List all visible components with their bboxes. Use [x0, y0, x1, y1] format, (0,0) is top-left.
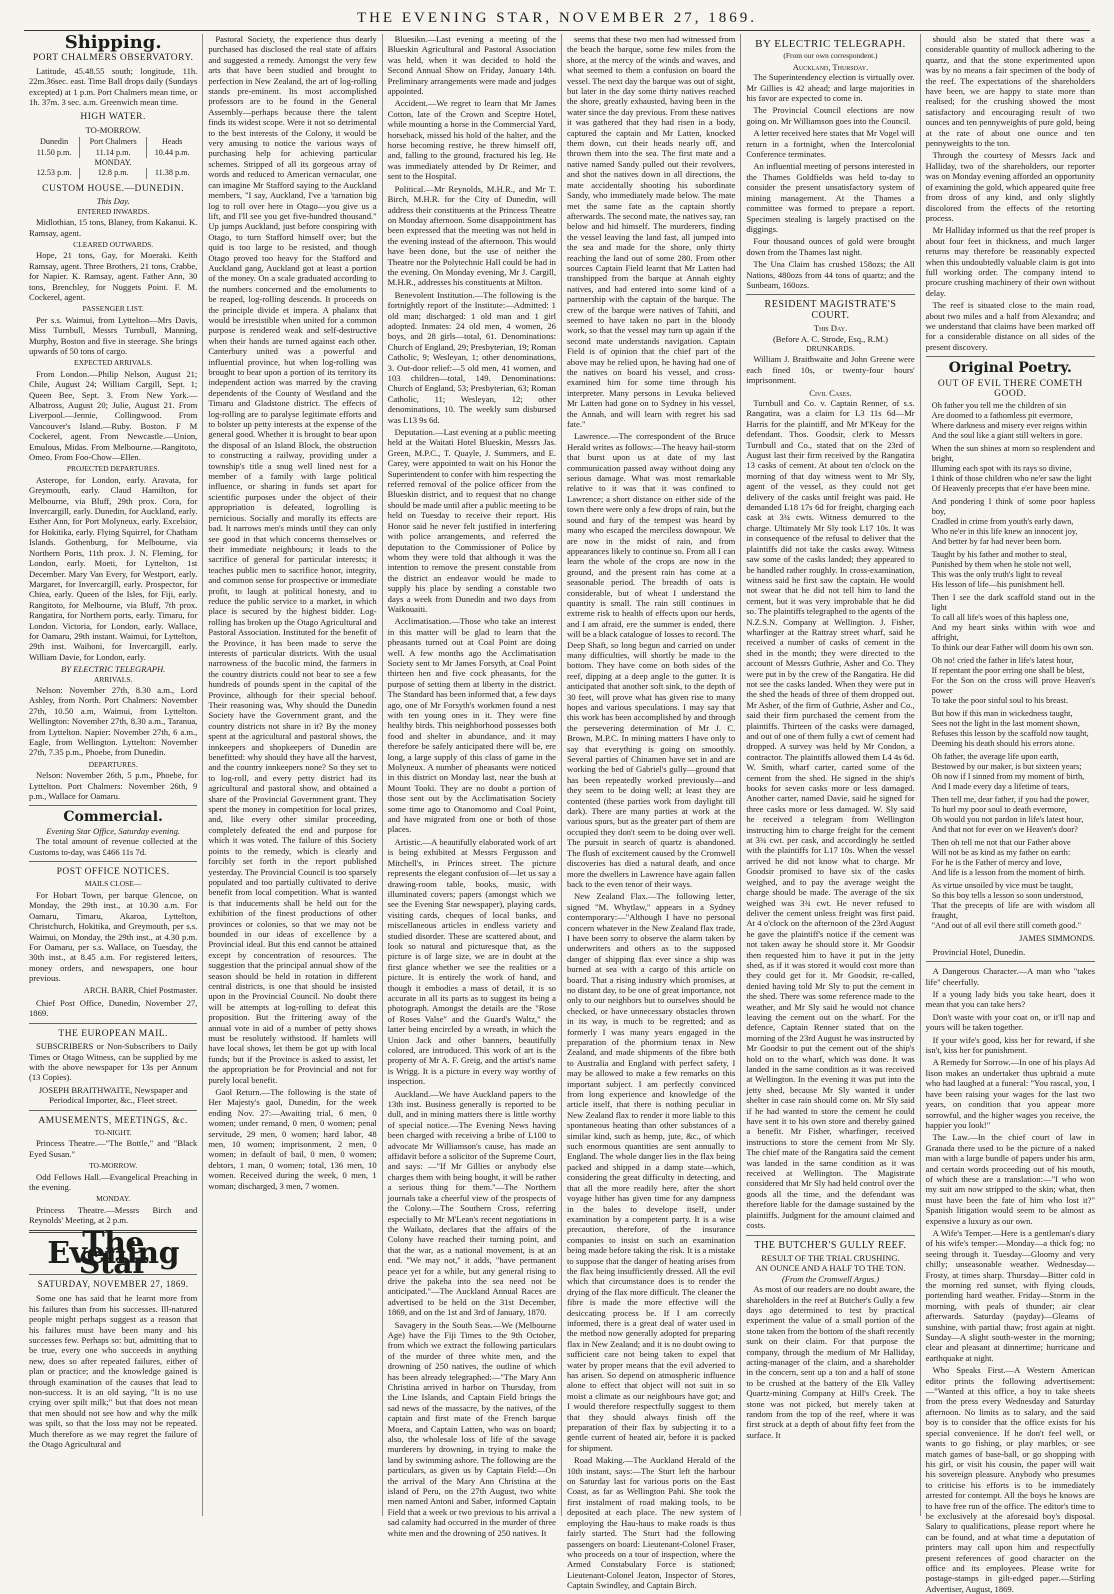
telegraph-dateline: Auckland, Thursday. [792, 61, 869, 72]
tide-cell: 12.8 p.m. [80, 168, 147, 178]
column-local-news [383, 34, 562, 1538]
news-item: Bluesikn.—Last evening a meeting of the Blueskin Agricultural and Pastoral Association was held, when it was decided to hold the Second Annual Show on Friday, January 14th. Preliminary arrangements were made and judges appointed. [387, 34, 556, 97]
divider [29, 1110, 197, 1111]
poem-line: Will not be as kind as my father on earth: [931, 848, 1071, 858]
passenger-title: PASSENGER LIST. [82, 304, 144, 314]
news-item: Accident.—We regret to learn that Mr James Cotton, late of the Crown and Sceptre Hotel, while mounting a horse in the Commercial Yard, horseback, missed his hold of the halter, and the horse becoming restive, he threw himself off, and, falling to the ground, fractured his leg. He was immediately attended by Dr Reimer, and sent to the Hospital. [387, 98, 556, 182]
news-item: Savagery in the South Seas.—We (Melbourne Age) have the Fiji Times to the 9th October, from which we extract the following particulars of the murder of three white men, and the drowning of 250 natives, the outline of which has been already telegraphed:—"The Mary Ann Christina arrived in harbor on Thursday, from the Line Islands, and Captain Field brings the sad news of the massacre, by the natives, of the captain and first mate of the French barque Moera, and Captain Latten, who was on board; also, the wholesale loss of life of the savage murderers by drowning, in trying to make the land by swimming ashore. The following are the particulars, as given us by Captain Field:—On the arrival of the Mary Ann Christina at the island of Peru, on the 27th August, two white men named Antoni and Saber, informed Captain Field that a week or two previous to his arrival a sad calamity had occurred in the murder of three white men and the drowning of 250 natives. It [387, 1319, 556, 1538]
tide-col: Port Chalmers [80, 137, 147, 147]
reef-continued: should also be stated that there was a considerable quantity of mullock adhering to the quartz, and that the stone experimented upon was by no means a fair specimen of the body of the reef. The expectations of the shareholders have been, we are happy to state more than realised; for the crushing showed the most satisfactory and encouraging result of two ounces and ten pennyweights of pure gold, being at the rate of about one ounce and ten pennyweights to the ton. [925, 34, 1095, 149]
poem-line: To hurl my poor soul to death evermore, [931, 805, 1067, 815]
news-item: Auckland.—We have Auckland papers to the 13th inst. Business generally is reported to be dull, and in mining matters there is little worthy of special notice.—The Evening News having been charged with receiving a bribe of L100 to advocate Mr Williamson's cause, has made an affidavit before a solicitor of the Supreme Court, and says: —"If Mr Gillies or anybody else charges them with being bought, it will be rather a serious thing for them."—The Northern journals take a cheerful view of the prospects of the Colony.—The Southern Cross, referring especially to Mr M'Lean's recent negotiations in the Waikato, declares that the affairs of the Colony have reached their turning point, and that the war, as a national movement, is at an end. "We may not," it adds, "have permanent peace yet for a while, but any general rising to drive the pakeha into the sea need not be anticipated."—The Auckland Annual Races are advertised to be held on the 31st December, 1869, and on the 1st and 3rd of January, 1870. [387, 1088, 556, 1318]
poem-line: Taught by his father and mother to steal, [931, 550, 1067, 560]
divider [29, 805, 197, 806]
reef-source: (From the Cromwell Argus.) [781, 1273, 880, 1284]
poem-line: For the Son on the cross will prove Heaven's power [931, 676, 1095, 696]
cleared-text: Hope, 21 tons, Gay, for Moeraki. Keith Ramsay, agent. Three Brothers, 21 tons, Crabbe, for Napier. K. Ramsay, agent. Father Ann, 30 tons, Brenchley, for Nuggets Point. F. M. Cockerel, agent. [29, 250, 198, 302]
tide-day-row [29, 158, 197, 168]
reef-continued: The reef is situated close to the main road, about two miles and a half from Alexandra; and we understand that claims have been marked off for a considerable distance on all sides of the present discovery. [925, 300, 1095, 352]
divider [746, 294, 914, 295]
news-item: seems that these two men had witnessed from the beach the barque, some few miles from the shore, at the mercy of the winds and waves, and what seemed to them a confusion on board the vessel. The next day the barque was out of sight, but later in the day some thirty natives reached the shore, greatly exhausted, having been in the water since the day previous. From these natives it was gathered that they had risen in a body, captured the captain and Mr Latten, knocked them down, cut their heads nearly off, and thrown them into the sea. The first mate and a native named Sandy pulled out their revolvers, and shot the natives down in all directions, the mate accidentally shooting his subordinate Sandy, who immediately made below. The mate met the same fate as the captain shortly afterwards. The second mate, the natives say, ran below and hid himself. The murderers, finding the vessel leaving the land fast, all jumped into the sea and made for the shore, only thirty reaching the land out of some 280. From other sources Captain Field learnt that Mr Latten had transhipped from the barque at Annah eighty natives, and had entered into some kind of a partnership with the captain of the barque. The crew of the barque were natives of Tahiti, and seemed to have taken no part in the bloody work, so that the vessel may turn up again if the second mate understands navigation. Captain Field is of opinion that the chief part of the above may be relied upon, he having had one of the natives on board his vessel, and cross-examined him for some time through his interpreter. Many persons in Levuka believed Mr Latten had gone on to Sydney in his vessel, the Annah, and will learn with regret his sad fate." [566, 34, 736, 430]
telegraph-item: The Una Claim has crushed 158ozs; the All Nations, 480ozs from 44 tons of quartz; and the Sunbeam, 160ozs. [746, 259, 915, 290]
poem-line: For he is the Father of mercy and love, [931, 858, 1062, 868]
court-before: (Before A. C. Strode, Esq., R.M.) [772, 333, 888, 344]
poem-line: Oh now if I sinned from my moment of birth, [931, 772, 1085, 782]
telegraph-item: An influential meeting of persons interested in the Thames Goldfields was held to-day to consider the present unsatisfactory system of mining management. At the Thames a committee was formed to prepare a report. Specimen stealing is largely practised on the diggings. [746, 161, 915, 234]
poem-line: Oh father you tell me the children of sin [931, 401, 1067, 411]
poem-line: I think of those children who ne'er saw the light [931, 474, 1092, 484]
poem-line: And life is a lesson from the moment of birth. [931, 868, 1086, 878]
poem-line: "And out of all evil there still cometh good." [931, 921, 1082, 931]
post-office-heading: POST OFFICE NOTICES. [56, 867, 170, 878]
mails-close: MAILS CLOSE— [84, 879, 142, 889]
entered-title: ENTERED INWARDS. [77, 206, 150, 216]
departures-text: Nelson: November 26th, 5 p.m., Phoebe, for Lyttelton. Port Chalmers: November 26th, 9 p.m., Wallace for Oamaru. [29, 770, 198, 802]
divider [926, 356, 1095, 357]
leader-paragraph: Some one has said that he learnt more from his failures than from his successes. Ill-natured people might perhaps suggest as a reason that his failures must have been many and his successes few. Perhaps so: but, admitting that to be true, every one who succeeds in anything new, does so after repeated failures, either of plan or practice; and the knowledge gained is through examination of the causes that lead to non-success. It is an old saying, "It is no use crying over spilt milk;" but that does not mean that men should not see how and why the milk was spilt, so that the loss may not be repeated. Much therefore as we may regret the failure of the Otago Agricultural and [29, 1293, 198, 1449]
tide-cell: 11.50 p.m. [29, 148, 80, 158]
poem-line: Punished by them when he stole not well, [931, 560, 1072, 570]
poem-line: Cradled in crime from youth's early dawn, [931, 517, 1074, 527]
court-day: This Day. [813, 323, 848, 334]
tide-cell: 10.44 p.m. [154, 147, 190, 157]
commercial-office: Evening Star Office, Saturday evening. [46, 825, 181, 836]
poem-body [926, 401, 1095, 931]
misc-item: If a young lady bids you take heart, does it mean that you can take hers? [925, 989, 1095, 1010]
amusements-monday: MONDAY. [96, 1194, 131, 1204]
poem-line: Oh father, the average life upon earth, [931, 752, 1059, 762]
news-item: Benevolent Institution.—The following is the fortnightly report of the Institute:—Admitted: 1 old man; discharged: 1 old man and 1 girl adopted. Inmates: 24 old men, 4 women, 26 boys, and 28 girls—total, 61. Denominations: Church of England, 29; Presbyterian, 19; Roman Catholic, 9; Wesleyan, 1; other denominations, 3. Out-door relief:—5 old men, 41 women, and 103 children—total, 149. Denominations: Church of England, 53; Presbyterian, 63; Roman Catholic, 11; Wesleyan, 12; other denominations, 10. The weekly sum disbursed was L13 9s 6d. [387, 289, 556, 425]
high-water-title: HIGH WATER. [80, 112, 146, 123]
news-item: Artistic.—A beautifully elaborated work of art is being exhibited at Messrs Fergusson and Mitchell's, in Princes street. The picture represents the elegant confusion of—let us say a drawing-room table, books, music, with illuminated covers; papers (amongst which we see the Evening Star newspaper), playing cards, visiting cards, cheques of local banks, and miscellaneous articles in endless variety and studied disorder. These are scattered about, and look so natural and picturesque that, as the picture is of large size, we are in doubt at the first glance whether we see the realities or a picture. It is entirely the work of hand, and though it embodies a mass of detail, it is so accurate in all its parts as to suggest its being a photograph. Amongst the details are the "Rose of Roses Valse" and the Guard's Waltz," the latter being encircled by a wreath, in which the Union Jack and other banners, beautifully colored, are introduced. This work of art is the property of Mr A. F. Greig, and the artist's name is Wrigg. It is a picture in every way worthy of inspection. [387, 836, 556, 1087]
monday-label: MONDAY. [94, 158, 132, 168]
poem-line: To take the poor sinful soul to his breast. [931, 696, 1069, 706]
poem-line: But how if this man in wickedness taught, [931, 709, 1073, 719]
poem-line: His lesson of life—his punishment hell. [931, 580, 1065, 590]
divider [746, 1235, 914, 1236]
poem-line: Where darkness and misery ever reigns within [931, 421, 1087, 431]
news-item: Road Making.—The Auckland Herald of the 10th instant, says:—The Sturt left the harbour on Saturday last for various ports on the East Coast, as far as Wellington Pahi. She took the first instalment of road making tools, to be deposited at each place. The new system of employing the Hau-haus to make roads is thus fairly started. The Sturt had the following passengers on board: Lieutenant-Colonel Fraser, who proceeds on a tour of inspection, where the Armed Constabulary Force is stationed; Lieutenant-Colonel Jeaton, Inspector of Stores, Captain Swindley, and Captain Birch. [566, 1455, 736, 1591]
shipping-heading: Shipping. [64, 32, 162, 53]
arrivals-text: Nelson: November 27th, 8.30 a.m., Lord Ashley, from North. Port Chalmers: November 27th, 10.50 a.m, Waimui, from Lyttelton. Wellington: November 27th, 8.30 a.m., Taranua, from Lyttelton. Napier: November 27th, 6 a.m., Eagle, from Wellington. Lyttelton: November 27th, 7.35 p.m., Phoebe, from Dunedin. [29, 684, 198, 758]
poem-line: And better by far had never been born. [931, 537, 1062, 547]
poem-line: Sees not the light in the last moment shown, [931, 719, 1080, 729]
correspondent-note: (From our own correspondent.) [783, 51, 878, 61]
drunkards-title: DRUNKARDS. [806, 343, 855, 353]
news-item: Deputation.—Last evening at a public meeting held at the Waitati Hotel Blueskin, Messrs Jas. Green, M.P.C., T. Quayle, J. Summers, and E. Carey, were appointed to wait on his Honor the Superintendent to confer with him respecting the referred removal of the police officer from the Blueskin district, and to request that no change should be made until after a public meeting to be held on Tuesday to receive their report. His Honor said he never felt justified in interfering with police arrangements, and referred the deputation to the Commissioner of Police by whom they were told that although it was the intention to remove the present constable from the district an endeavor would be made to supply his place by sending a constable two days a week from Dunedin and two days from Waikouaiti. [387, 427, 556, 614]
poem-line: Oh no! cried the father in life's latest hour, [931, 656, 1074, 666]
poem-line: This was the only truth's light to reveal [931, 570, 1063, 580]
amusements-heading: AMUSEMENTS, MEETINGS, &c. [38, 1115, 188, 1126]
column-news-continued [562, 34, 741, 1591]
poem-line: To think our dear Father will doom his own son. [931, 643, 1094, 653]
poem-line: And my heart sinks within with woe and affright, [931, 623, 1095, 643]
poem-place: Provincial Hotel, Dunedin. [932, 946, 1026, 957]
paper-title: The Evening Star [47, 1225, 180, 1282]
commercial-heading: Commercial. [63, 809, 163, 826]
customs-title: CUSTOM HOUSE.—DUNEDIN. [42, 183, 185, 194]
tide-col: Heads [161, 137, 183, 147]
european-mail-heading: THE EUROPEAN MAIL. [58, 1028, 168, 1039]
poem-line: Who ne'er in this life knew an innocent joy, [931, 527, 1078, 537]
poem-line: Of Heavenly precepts that e'er have been mine. [931, 484, 1090, 494]
tomorrow-label: TO-MORROW. [85, 124, 141, 135]
telegraph-item: A letter received here states that Mr Vogel will return in a fortnight, when the Intercolonial Conference terminates. [746, 128, 915, 160]
poem-line: And the soul like a giant still welters in gore. [931, 431, 1083, 441]
poem-line: Oh would you not pardon in life's latest hour, [931, 815, 1084, 825]
telegraph-item: The Superintendency election is virtually over. Mr Gillies is 42 ahead; and large majorities in his favor are expected to come in. [746, 72, 915, 104]
telegraph-title: BY ELECTRIC TELEGRAPH. [61, 664, 166, 675]
poem-line: Refuses this lesson by the scaffold now taught, [931, 729, 1089, 739]
poem-line: Then I see the dark scaffold stand out in the light [931, 593, 1095, 613]
poem-line: And pondering I think of some poor hapless boy, [931, 497, 1095, 517]
misc-item: Who Speaks First.—A Western American editor prints the following advertisement:—"Wanted at this office, a boy to take sheets from the press every Wednesday and Saturday afternoon. No limits as to salary, and the said boy is to consider that the office exists for his special convenience. If he don't feel well, or wants to go fishing, or play marbles, or see match games of base-ball, or go shopping with his girl, or visit his cousin, the paper will wait his sovereign pleasure. Anybody who presumes to criticise his efforts is to be immediately arrested for contempt. All the boys he knows are to have free run of the office. The editor's time to be exclusively at the aforesaid boy's disposal. Salary to qualifications, please report where he can be found, and at what time a deputation of printers may call upon him and respectfully present references of good character on the office and its employees. Please write for postage-stamps in gilt-edged paper.—Stirling Advertiser, August, 1869. [925, 1365, 1095, 1594]
misc-item: If your wife's good, kiss her for reward, if she isn't, kiss her for punishment. [925, 1034, 1095, 1056]
column-telegraph-court [741, 34, 920, 1516]
european-mail-signer: JOSEPH BRAITHWAITE, Newspaper and Periodical Importer, &c., Fleet street. [38, 1084, 188, 1106]
misc-item: A Wife's Temper.—Here is a gentleman's diary of his wife's temper:—Monday—a thick fog; no seeing through it. Tuesday—Gloomy and very chilly; unseasonable weather. Wednesday—Frosty, at times sharp. Thursday—Bitter cold in the morning red sunset, with flying clouds, portending hard weather. Friday—Storm in the morning, with peals of thunder; air clear afterwards. Saturday (payday)—Gleams of sunshine, with partial thaw; frost again at night. Sunday—A slight south-wester in the morning; clear and pleasant at dinnertime; hurricane and earthquake at night. [925, 1227, 1095, 1363]
poetry-heading: Original Poetry. [948, 360, 1072, 377]
observatory-title: PORT CHALMERS OBSERVATORY. [32, 53, 194, 64]
arrivals-title: ARRIVALS. [93, 674, 133, 684]
observatory-text: Latitude, 45.48.55 south; longitude, 11h. 22m.36sec. east. Time Ball drops daily (Sundays excepted) at 1 p.m. Port Chalmers mean time, or 1h. 37m. 3 sec. a.m. Greenwich mean time. [29, 65, 198, 108]
poem-line: And that not for ever on we Heaven's door? [931, 825, 1078, 835]
tide-cell: 11.14 p.m. [80, 148, 147, 158]
civil-title: Civil Cases. [809, 387, 852, 398]
column-leader [203, 34, 382, 1516]
amusements-tomorrow: TO-MORROW. [89, 1161, 138, 1171]
poem-line: If repentant the poor erring one shall be blest, [931, 666, 1085, 676]
tide-table [29, 137, 197, 179]
telegraph-item: The Provincial Council elections are now going on. Mr Williamson goes into the Council. [746, 105, 915, 126]
tide-cell: 12.53 p.m. [29, 168, 80, 178]
telegraph-item: Four thousand ounces of gold were brought down from the Thames last night. [746, 236, 915, 257]
poem-line: To call all life's woes of this hapless one, [931, 613, 1069, 623]
leader-date: SATURDAY, NOVEMBER 27, 1869. [37, 1278, 189, 1289]
reef-continued: Mr Halliday informed us that the reef proper is about four feet in thickness, and much larger returns may therefore be reasonably expected when this undoubtedly valuable claim is got into full working order. The company intend to procure crushing machinery of their own without delay. [925, 225, 1095, 298]
news-item: Acclimatisation.—Those who take an interest in this matter will be glad to learn that the pheasants turned out at Coal Point are doing well. A few months ago the Acclimatisation Society sent to Mr James Forsyth, at Coal Point thirteen hen and five cock pheasants, for the purpose of setting them at liberty in the district. The Standard has been informed that, a few days ago, one of Mr Forsyth's workmen found a nest with ten young ones in it. They were fine healthy birds. This neighborhood possesses both food and shelter in abundance, and it may therefore be safely anticipated there will be, ere long, a large supply of this class of game in the Molyneux. A number of pheasants were noticed in this district on Monday last, near the bush at Mount Tooki. They are no doubt a portion of those sent out by the Acclimatisation Society some time ago to Otanomomo and Coal Point, and have migrated from one or both of those places. [387, 616, 556, 835]
divider [29, 1023, 197, 1024]
misc-item: A Dangerous Character.—A man who "takes life" cheerfully. [925, 966, 1095, 987]
misc-item: The Law.—In the chief court of law in Granada there used to be the picture of a naked man with a large bundle of papers under his arm, and certain words proceeding out of his mouth, of which these are a translation:—"I who won my suit am now stripped to the skin; what, then must have been the fate of him who lost it?" Spanish litigation would seem to be almost as expensive a luxury as our own. [925, 1132, 1095, 1226]
news-item: Political.—Mr Reynolds, M.H.R., and Mr T. Birch, M.H.R. for the City of Dunedin, will address their constituents at the Princess Theatre on Monday afternoon. Some disappointment has been expressed that the meeting was not held in the evening instead of the afternoon. This would have been done, but the use of neither the Theatre nor the Polytechnic Hall could be had in the evening. On Monday evening, Mr J. Cargill, M.H.R., addresses his constituents at Milton. [387, 183, 556, 288]
divider [29, 861, 197, 862]
poem-line: And I made every day a lifetime of tears, [931, 782, 1070, 792]
poem-line: Are doomed to a fathomless pit evermore, [931, 411, 1073, 421]
post-office-place: Chief Post Office, Dunedin, November 27, 1869. [29, 997, 198, 1019]
reef-subheading-2: AN OUNCE AND A HALF TO THE TON. [755, 1263, 906, 1274]
poem-line: As virtue unsoiled by vice must be taught, [931, 881, 1074, 891]
projected-title: PROJECTED DEPARTURES. [66, 464, 160, 474]
telegraph-heading: BY ELECTRIC TELEGRAPH. [755, 38, 906, 50]
amusements-tonight-text: Princess Theatre.—"The Bottle," and "Black Eyed Susan." [29, 1138, 198, 1159]
gaol-return: Gaol Return.—The following is the state of Her Majesty's gaol, Dunedin, for the week ending Nov. 27:—Awaiting trial, 6 men, 0 women; under remand, 0 men, 0 women; penal servitude, 29 men, 0 women; hard labor, 48 men, 10 women; imprisonment, 2 men, 0 women; in default of bail, 0 men, 0 women; debtors, 1 man, 0 women; total, 136 men, 10 women. Received during the week, 0 men, 1 woman; discharged, 3 men, 7 women. [208, 1087, 377, 1191]
reef-subheading: RESULT OF THE TRIAL CRUSHING. [761, 1252, 900, 1263]
reef-continued: Through the courtesy of Messrs Jack and Halliday, two of the shareholders, our reporter was on Monday evening afforded an opportunity of examining the gold, which appeared quite free from dross of any kind, and only slightly discolored from the effects of the retorting process. [925, 150, 1095, 223]
cleared-title: CLEARED OUTWARDS. [73, 239, 154, 249]
poem-line: When the sun shines at morn so resplendent and bright, [931, 444, 1095, 464]
tide-cell: 11.38 p.m. [154, 168, 190, 178]
expected-title: EXPECTED ARRIVALS. [74, 358, 153, 368]
court-heading: RESIDENT MAGISTRATE'S COURT. [764, 299, 897, 321]
civil-text: Turnbull and Co. v. Captain Renner, of s.s. Rangatira, was a claim for L3 11s 6d—Mr Harris for the plaintiff, and Mr M'Keay for the defendant. Thos. Goodsir, clerk to Messrs Turnbull and Co., stated that on the 23rd of August last their firm received by the Rangatira 13 casks of cement. At about ten o'clock on the morning of that day witness went to Mr Sly, agent of the vessel, as they could not get delivery of the casks until freight was paid. He demanded L18 17s 6d for freight, charging each cask at 3¾ cwts. Witness demurred to the charge. Ultimately Mr Sly took L17 10s. It was in consequence of the refusal to deliver that the plaintiffs did not take the casks away. Witness saw some of the casks landed; they appeared to be handled rather roughly. In cross-examination, witness said he first saw the captain. He would not swear that he did not tell him to land the cement, but it was very improbable that he did so. The plaintiffs telegraphed to the agents of the N.Z.S.N. Company at Wellington. J. Fisher, wharfinger at the Rattray street wharf, said he received a number of casks of cement in the shed in the month; they were directed to the account of Messrs Guthrie, Asher and Co. They were put in by the crew of the Rangatira. He did not see the casks landed. When they were put in the shed the heads of three of them dropped out. Mr Asher, of the firm of Guthrie, Asher and Co., said their firm purchased the cement from the plaintiffs. Thirteen of the casks were damaged, and out of one of them fully a cwt of cement had dropped. A survey was held by Mr Condon, a contractor. The plaintiffs allowed them L4 4s 6d. W. Smith, wharf carter, carted some of the cement from the shed. He signed in the ship's books for seven casks more or less damaged. Another carter, named Davie, said he signed for three casks more or less damaged. W. Sly said he received a telegram from Wellington instructing him to charge freight for the cement at 3¾ cwt. per cask, and accordingly he settled with the plaintiffs for L17 10s. When the vessel arrived he did not know what to charge. Mr Goodsir promised to have six of the casks weighed, and to pay the average weight the charge should be made. The average of the six weighed was 3¾ cwt. He never refused to deliver the cement unless freight was first paid. At 4 o'clock on the afternoon of the 23rd August he gave the plaintiff's notice if the cement was not taken away he should store it. Mr Goodsir then requested him to have it put in the jetty shed, as if it was stored it would cost more than they could get for it. Mr Goodsir, re-called, denied having told Mr Sly to put the cement in the shed. There was some reference made to the weather, and Mr Sly said he would not chance leaving the cement out on the wharf. For the defence, Captain Renner stated that on the morning of the 23rd August he was instructed by Mr Goodsir to put the cement out of the ship's hold on to the wharf, which was done. It was landed in the same condition as it was received at Wellington. In the evening it was put into the jetty shed, because Mr Sly wanted it under shelter in case rain should come on. Mr Sly said if he had wanted to store the cement he could have sent it to his own store and thereby gained a benefit. Mr Fisher, wharfinger, received instructions to store the cement from Mr Sly. The chief mate of the Rangatira said the cement was landed in the same condition as it was received at Wellington. The Magistrate considered that Mr Sly had held control over the goods all the time, and the defendant was therefore liable for the damage sustained by the plaintiffs. Judgment for the amount claimed and costs. [746, 398, 915, 1231]
commercial-text: The total amount of revenue collected at the Customs to-day, was £466 11s 7d. [29, 836, 198, 857]
passenger-text: Per s.s. Waimui, from Lyttelton—Mrs Davis, Miss Turnbull, Messrs Turnbull, Manning, Murphy, Boston and five in steerage. She brings upwards of 50 tons of cargo. [29, 314, 198, 356]
drunkards-text: William J. Braithwaite and John Greene were each fined 10s, or twenty-four hours' imprisonment. [746, 354, 915, 386]
poem-line: That the precepts of life are with wisdom all fraught, [931, 901, 1095, 921]
poem-line: Deeming his death should his errors atone. [931, 739, 1075, 749]
european-mail-text: SUBSCRIBERS or Non-Subscribers to Daily Times or Otago Witness, can be supplied by me with the above newspaper for 13s per Annum (13 Copies). [29, 1041, 198, 1083]
news-item: Lawrence.—The correspondent of the Bruce Herald writes as follows:—The heavy hail-storm that burst upon us at date of my last communication passed away without doing any serious damage. What was most remarkable relative to it was that it was confined to Lawrence; a short distance on either side of the town there were only a few drops of rain, but the sound and fury of the tempest was heard by many who escaped the merciless downpour. We are now in the midst of rain, and from appearances likely to continue so. From all I can learn the whole of the crops are now in the ground, and the present rain has come at a seasonable period. The breadth of oats is considerable, but of wheat I understand the quantity is small. The rain still continues in extreme risk to health of effects upon our herds, and I am afraid, ere the summer is ended, there will be a black catalogue of losses to record. The Deep Shaft, so long begun and carried on under many difficulties, will shortly be made to the bottom. They have come on both sides of the reef, dipping at a deep angle to the gutter. It is anticipated that another soft sink, to the depth of 30 feet, will prove what has given rise to many hopes and various speculations. I may say that this work has been accomplished by and through the persevering determination of Mr J. C. Brown, M.P.C. In mining matters I have only to say that everything is going on smoothly. Several parties of Chinamen have set in and are working the bed of Gabriel's gully—ground that has been repeatedly worked previously—and they seem to be doing well; at least they are contented (these parties work from daylight till dark). There are many parties at work at the various spurs, but as the greater part of them are occupied they don't seem to be doing over well. The pursuit in search of quartz is abandoned. The flush of excitement caused by the Cromwell discoveries has died a natural death, and once more the dwellers in Lawrence have again fallen back to the even tenor of their ways. [566, 431, 736, 889]
projected-text: Asterope, for London, early. Aravata, for Greymouth, early. Claud Hamilton, for Melbourne, via Bluff, 29th prox. Cora, for Invercargill, early. Dunedin, for Auckland, early. Esther Ann, for Port Molyneux, early. Excelsior, for Hokitika, early. Flying Squirrel, for Chatham Islands. Gothenburg, for Melbourne, via Northern Ports, 11th prox. J. N. Fleming, for London, early. Moeti, for Lyttelton, 1st December. Mary Van Every, for Westport, early. Margaret, for Invercargill, early. Prospector, for Chiea, early. Queen of the Isles, for Fiji, early. Rangitoto, for Melbourne, via Bluff, 7th prox. Rangatira, for Northern ports, early. Timaru, for London. Victoria, for London, early. Wallace, for Oamaru, 29th instant. Waimui, for Lyttelton, 29th inst. Waihoni, for Invercargill, early. William Davie, for London, early. [29, 474, 198, 662]
column-shipping [24, 34, 203, 1516]
reef-text: As most of our readers are no doubt aware, the shareholders in the reef at Butcher's Gully a few days ago determined to test by practical experiment the value of a small portion of the stone taken from the bottom of the shaft recently sunk on their claim. For that purpose the company, through the medium of Mr Halliday, acting-manager of the claim, and a shareholder in the concern, sent up a ton and a half of stone to be crushed at the battery of the Elk Valley Quartz-mining Company at Hill's Creek. The stone was not picked, but merely taken at random from the top of the reef, where it was first struck at a depth of about fifty feet from the surface. It [746, 1284, 915, 1440]
reef-heading: THE BUTCHER'S GULLY REEF. [754, 1239, 907, 1251]
poem-line: Then tell me, dear father, if you had the power, [931, 795, 1090, 805]
tide-col: Dunedin [29, 137, 80, 147]
amusements-tomorrow-text: Odd Fellows Hall.—Evangelical Preaching in the evening. [29, 1171, 198, 1193]
this-day: This Day. [96, 196, 130, 207]
poem-line: Bestowed by our maker, is but sixteen years; [931, 762, 1082, 772]
divider [926, 961, 1095, 962]
entered-text: Midlothian, 15 tons, Blaney, from Kakanui. K. Ramsay, agent. [29, 217, 198, 238]
columns [24, 32, 1100, 1594]
poem-line: Illuming each spot with its rays so divine, [931, 464, 1072, 474]
column-poetry-misc [921, 34, 1100, 1594]
post-office-text: For Hobart Town, per barque Glencoe, on Monday, the 29th inst., at 10.30 a.m. For Oamaru, Timaru, Akaroa, Lyttelton, Christchurch, Hokitika, and Greymouth, per s.s. Waimui, on Monday, the 29th inst., at 4.30 p.m. For Oamaru, per s.s. Wallace, on Tuesday, the 30th inst., at 8.45 a.m. For registered letters, money orders, and newspapers, one hour previous. [29, 889, 198, 984]
poem-signer: JAMES SIMMONDS. [1019, 934, 1095, 944]
poem-line: Then oh tell me not that our Father above [931, 838, 1071, 848]
tide-row [29, 148, 197, 158]
amusements-tonight: TO-NIGHT. [94, 1128, 132, 1137]
masthead: THE EVENING STAR, NOVEMBER 27, 1869. [24, 6, 1090, 31]
post-office-signer: ARCH. BARR, Chief Postmaster. [83, 985, 198, 995]
poem-line: So this boy tells a lesson so soon understood, [931, 891, 1084, 901]
misc-item: Don't waste with your coat on, or it'll nap and yours will be taken together. [925, 1011, 1095, 1033]
poem-title: OUT OF EVIL THERE COMETH GOOD. [937, 378, 1083, 399]
departures-title: DEPARTURES. [88, 759, 138, 769]
tide-header [29, 137, 197, 147]
amusements-monday-text: Princess Theatre.—Messrs Birch and Reynolds' Meeting, at 2 p.m. [29, 1204, 198, 1226]
tide-row [29, 168, 197, 178]
leader-paragraph: Pastoral Society, the experience thus dearly purchased has disclosed the real state of affairs and suggested a remedy. Amongst the very few arts that have been studied and brought to perfection in New Zealand, the art of log-rolling stands pre-eminent. Its most accomplished professors are to be found in the General Assembly—perhaps because there the talent finds its widest scope. Were it not so detrimental to the best interests of the Colony, it would be very amusing to notice the various ways of purchasing help for achieving particular schemes. Stripped of all its gorgeous array of words and reduced to American vernacular, one can imagine Mr Stafford saying to the Auckland members, "I say, Auckland, I've a 'tarnation big log to roll over here in Otago—you give us a lift, and I'll see you get five-hundred thousand." Up jumps Auckland, just before conspiring with Otago, to turn Stafford himself over; but the quid is too large to be resisted, and though Otago proved too heavy for the Stafford and Auckland gang, Auckland got at least a portion of the money. On a scale graduated according to the numbers concerned and the emoluments to be reaped, log-rolling descends. It proceeds on the principle divide et impera. A phalanx that would be irresistible when united for a common purpose is rendered weak and self-destructive when their hands are turned against each other. Canterbury united was a powerful and influential province, but when log-rolling was brought to bear upon a portion of its territory its independent action was marred by the craving dependents of the County of Westland and the Timaru and Gladstone district. The effects of log-rolling are to paralyse legitimate efforts and to bolster up petty interests at the expense of the general good. Whether it is brought to bear upon the disposal of an Island Block, the obstruction to constructing a railway, providing under a township's title a snug well lined nest for a member of a family with large political influence, or sharing in funds set apart for scientific purposes under the object of their appropriation is defeated, logrolling is pernicious. Socially and morally its effects are bad. It narrows men's minds until they can only see good in that which concerns themselves or their immediate neighbours; it leads to the sacrifice of general for particular interests; it teaches public men to sacrifice honor, integrity, and common sense for prospective or immediate profit, to laugh at political honesty, and to reduce the public service to a market, in which place is secured by the highest bidder. Log-rolling has broken up the Otago Agricultural and Pastoral Association. Instituted for the benefit of the Province, it has been made to serve the interests of particular districts. With the usual narrowness of the bucolic mind, the farmers in the country districts could not bear to see a few hundreds of pounds spent in the capital of the Province, although for their special behoof. Their reasoning was, Why should the Dunedin Society have the Government grant, and the country districts not share in it? By the money spent at the agricultural and pastoral shows, the innkeepers and shopkeepers of Dunedin are benefitted: why should they have all the harvest, and the country innkeepers none? So they set to to log-roll, and every petty district had its agricultural and pastoral show, and obtained a share of the Provincial Government grant. They spent the money in competition for local prizes, and, like every other similar proceeding, completely defeated the end and purpose for which it was voted. The failure of this Society points to the remedy, which is clearly and forcibly set forth in the report published yesterday. The Provincial Council is too sparsely populated and too partially cultivated to derive benefit from local competition. What is wanted is that inducements shall be held out for the exhibition of the finest productions of other provinces or colonies, so that we may not be bounded in our ideas of excellence by a Provincial ideal. But this end cannot be attained except by concentration of resources. The suggestion that the principal annual show of the season should be held in rotation in different central districts, is one that should be insisted upon in the Provincial Council. No doubt there will be attempts at log-rolling to defeat this proposition. But the frittering away of the annual vote in aid of a number of petty shows must be resolutely withstood. If hamlets will have local shows, let them be got up with local funds; but if the Province is asked to assist, let the appropriation be for Provincial and not for purely local benefit. [208, 34, 377, 1085]
news-item: New Zealand Flax.—The following letter, signed "M. Whytlaw," appears in a Sydney contemporary:—"Although I have no personal concern whatever in the New Zealand flax trade, I have been sorry to observe the alarm taken by underwriters and others as to the supposed danger of shipping flax ever since a ship was burned at sea with a cargo of this article on board. That a rising industry which promises, at no distant day, to be one of great importance, not only to our neighbors but to ourselves should be checked, or have unnecessary obstacles thrown in its way, is much to be regretted; and as formerly I was many years engaged in the preparation of the phormium tenax in New Zealand, and made shipments of the fibre both to Australia and England with perfect safety, I may be allowed to make a few remarks on this important subject. I am perfectly convinced from long experience and knowledge of the article itself, that there is nothing peculiar in New Zealand flax to render it more liable to this spontaneous heating than other substances of a similar kind, such as hemp, jute, &c., of which such enormous quantities are sent annually to England. The whole danger lies in the flax being packed and shipped in a damp state—which, considering the great difficulty in detecting, and that all the more readily here, after the short voyage hither has given time for any dampness in the bales to develope itself, under examination by a competent party. It is a wise precaution, therefore, of the insurance companies to insist on such an examination being made before taking the risk. It is a mistake to suppose that the danger of heating arises from the flax being insufficiently dressed. All the evil which that circumstance does is to render the drying of the flax more difficult. The cleaner the fibre is made the more effective will the desiccating process be. If I am correctly informed, there is a great deal of water used in the method now generally adopted for preparing flax in New Zealand; and it is no doubt owing to sufficient care not being taken to expel that water by proper means that the evil adverted to has arisen. So depend on atmospheric influence alone to effect that object will not suit in so moist a climate as our neighbours have got; and I would therefore respectfully suggest to them that they should always finish off the preparation of their flax by subjecting it to a gentle current of heated air, before it is packed for shipment. [566, 891, 736, 1453]
expected-text: From London.—Philip Nelson, August 21; Chile, August 24; William Cargill, Sept. 1; Queen Bee, Sept. 3. From New York.—Albatross, August 20; Julie, August 21. From Liverpool.—Jennie, Collingwood. From Vancouver's Island.—Ruby. Boston. F M Cockerel, agent. From Newcastle.—Union, Emulous, Midas. From Melbourne.—Rangitoto, Omeo. From Foo-Chow—Ellen. [29, 368, 198, 463]
misc-item: A Remedy for Sorrow.—In one of his plays Ad lison makes an undertaker thus upbraid a mute who had laughed at a funeral: "You rascal, you, I have been raising your wages for the last two years, on condition that you appear more sorrowful, and the higher wages you receive, the happier you look!" [925, 1057, 1095, 1130]
